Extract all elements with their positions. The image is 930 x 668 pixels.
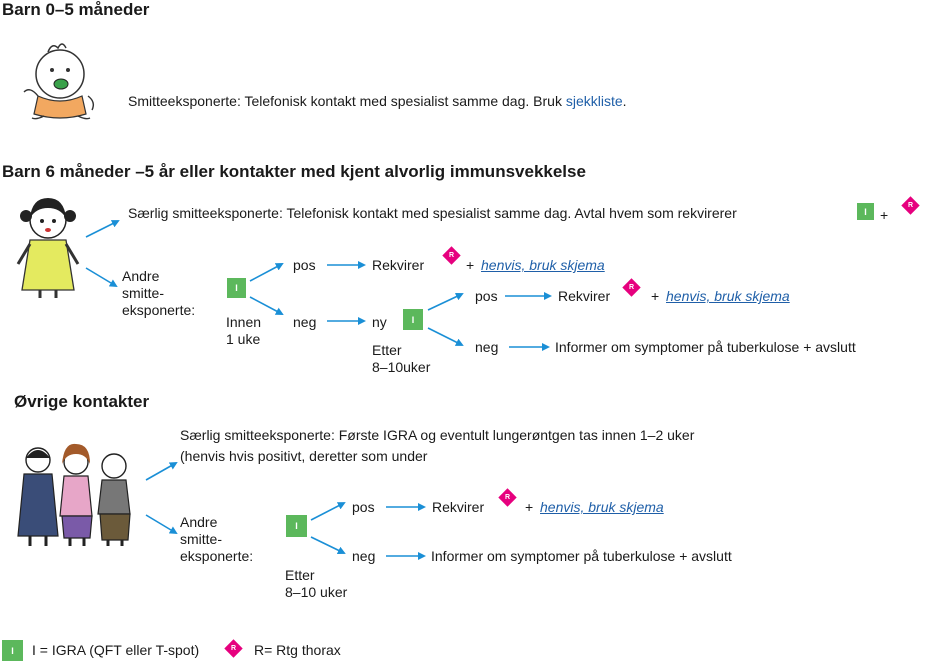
rekvirer-label: Rekvirer: [372, 257, 425, 273]
plus-sign: +: [880, 207, 889, 223]
henvis-link[interactable]: henvis, bruk skjema: [666, 288, 790, 304]
neg-label: neg: [352, 548, 376, 564]
after-8-10-weeks-label: Etter 8–10uker: [372, 342, 431, 375]
ny-label: ny: [372, 314, 387, 330]
henvis-link[interactable]: henvis, bruk skjema: [481, 257, 605, 273]
arrow-igra2-neg: [428, 328, 462, 345]
inform-label: Informer om symptomer på tuberkulose + avslutt: [431, 548, 732, 564]
plus-sign: +: [466, 257, 475, 273]
arrow-igra3-neg: [311, 537, 344, 553]
igra-icon: I: [286, 515, 307, 537]
other-exposed-label-3: Andre smitte- eksponerte:: [180, 514, 254, 564]
arrow-to-other-2: [86, 268, 116, 286]
special-exposed-text-3: Særlig smitteeksponerte: Første IGRA og eventult lungerøntgen tas innen 1–2 uker (henvis hvis positivt, deretter som under: [180, 427, 695, 464]
sjekkliste-link[interactable]: sjekkliste: [565, 93, 623, 109]
arrow-igra2-pos: [428, 294, 462, 310]
arrow-to-special-2: [86, 221, 118, 237]
plus-sign: +: [525, 499, 534, 515]
legend-igra-icon: I: [2, 640, 23, 661]
heading-barn-6mnd-5ar: Barn 6 måneder –5 år eller kontakter med kjent alvorlig immunsvekkelse: [2, 162, 586, 181]
special-exposed-text-2: Særlig smitteeksponerte: Telefonisk kontakt med spesialist samme dag. Avtal hvem som rekvirerer: [128, 205, 737, 221]
rtg-icon: R: [442, 246, 460, 264]
section1-body: Smitteeksponerte: Telefonisk kontakt med spesialist samme dag. Bruk: [128, 93, 566, 109]
section1-text: [128, 93, 627, 110]
rtg-icon: R: [622, 278, 640, 296]
plus-sign: +: [651, 288, 660, 304]
legend-rtg-text: R= Rtg thorax: [254, 642, 341, 658]
neg-label: neg: [475, 339, 499, 355]
adults-illustration-icon: [10, 440, 140, 550]
child-illustration-icon: [12, 196, 88, 300]
henvis-link[interactable]: henvis, bruk skjema: [540, 499, 664, 515]
pos-label: pos: [475, 288, 498, 304]
within-1-week-label: Innen 1 uke: [226, 314, 262, 347]
igra-icon: I: [403, 309, 423, 330]
legend-rtg-icon: R: [224, 639, 242, 657]
section1-dot: .: [622, 93, 627, 109]
pos-label: pos: [352, 499, 375, 515]
rtg-icon: R: [498, 488, 516, 506]
rekvirer-label: Rekvirer: [558, 288, 611, 304]
heading-ovrige-kontakter: Øvrige kontakter: [14, 392, 150, 411]
baby-illustration-icon: [18, 40, 98, 124]
igra-icon: I: [857, 203, 874, 220]
legend-igra-text: I = IGRA (QFT eller T-spot): [32, 642, 200, 658]
arrow-igra-pos: [250, 264, 282, 281]
igra-icon: I: [227, 278, 246, 298]
arrow-igra3-pos: [311, 503, 344, 520]
rekvirer-label: Rekvirer: [432, 499, 485, 515]
heading-barn-0-5: Barn 0–5 måneder: [2, 0, 150, 19]
arrow-igra-neg: [250, 297, 282, 314]
arrow-to-special-3: [146, 463, 176, 480]
after-8-10-weeks-label: Etter 8–10 uker: [285, 567, 348, 600]
inform-label: Informer om symptomer på tuberkulose + avslutt: [555, 339, 856, 355]
neg-label: neg: [293, 314, 317, 330]
pos-label: pos: [293, 257, 316, 273]
other-exposed-label-2: Andre smitte- eksponerte:: [122, 268, 196, 318]
rtg-icon: R: [901, 196, 919, 214]
arrow-to-other-3: [146, 515, 176, 533]
